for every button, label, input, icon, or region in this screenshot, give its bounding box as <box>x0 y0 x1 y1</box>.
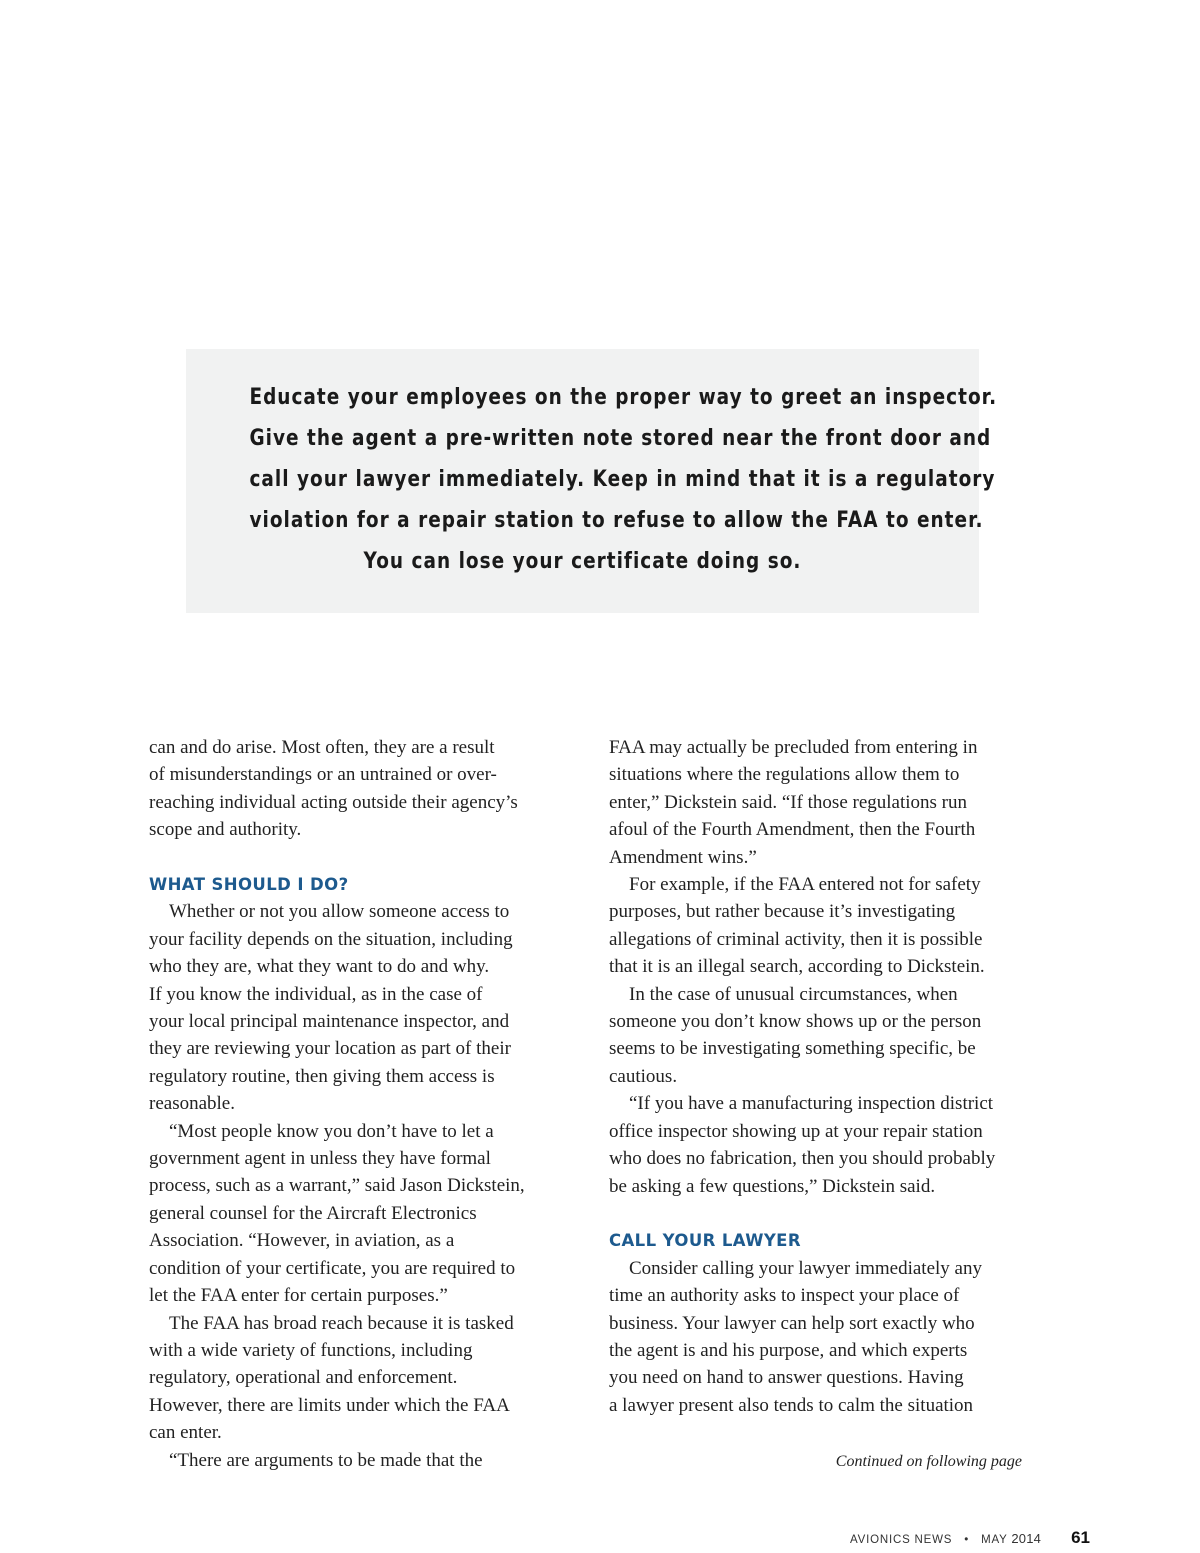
text-line: general counsel for the Aircraft Electronics <box>149 1202 477 1224</box>
text-line: The FAA has broad reach because it is tasked <box>169 1312 514 1334</box>
text-line: be asking a few questions,” Dickstein said. <box>609 1175 936 1197</box>
paragraph <box>609 871 1039 981</box>
text-line: scope and authority. <box>149 819 302 841</box>
text-line: your facility depends on the situation, including <box>149 928 513 950</box>
paragraph <box>609 981 1039 1091</box>
pull-quote-box <box>186 349 998 613</box>
pull-quote-text <box>249 377 998 582</box>
paragraph <box>149 734 579 844</box>
text-line: reaching individual acting outside their agency’s <box>149 791 518 813</box>
text-line: situations where the regulations allow them to <box>609 764 960 786</box>
text-line: reasonable. <box>149 1093 235 1115</box>
text-line: the agent is and his purpose, and which experts <box>609 1339 968 1361</box>
text-line: “If you have a manufacturing inspection district <box>629 1093 994 1115</box>
text-line: who does no fabrication, then you should probably <box>609 1148 996 1170</box>
section-heading-what-should-i-do: WHAT SHOULD I DO? <box>149 875 349 895</box>
text-line: FAA may actually be precluded from entering in <box>609 737 978 758</box>
text-line: seems to be investigating something specific, be <box>609 1038 976 1060</box>
text-line: you need on hand to answer questions. Having <box>609 1367 964 1389</box>
text-line: of misunderstandings or an untrained or over- <box>149 764 497 786</box>
pull-quote-line: violation for a repair station to refuse to allow the FAA to enter. <box>249 508 984 533</box>
issue-month: MAY <box>981 1534 1008 1546</box>
page-footer <box>850 1528 1090 1548</box>
text-line: regulatory routine, then giving them access is <box>149 1065 495 1087</box>
paragraph <box>609 1090 1039 1200</box>
text-line: time an authority asks to inspect your place of <box>609 1285 960 1307</box>
text-line: Amendment wins.” <box>609 846 757 868</box>
pull-quote-line: Educate your employees on the proper way to greet an inspector. <box>249 385 998 410</box>
paragraph <box>149 898 579 1117</box>
text-line: regulatory, operational and enforcement. <box>149 1367 458 1389</box>
text-line: allegations of criminal activity, then it is possible <box>609 928 983 950</box>
paragraph <box>149 1118 579 1310</box>
text-line: Whether or not you allow someone access to <box>169 901 510 923</box>
text-line: process, such as a warrant,” said Jason Dickstein, <box>149 1175 525 1197</box>
text-line: your local principal maintenance inspector, and <box>149 1011 510 1033</box>
paragraph <box>149 1310 579 1447</box>
paragraph <box>149 1447 579 1474</box>
article-column-right <box>609 734 1039 1419</box>
text-line: Consider calling your lawyer immediately any <box>629 1257 982 1279</box>
text-line: they are reviewing your location as part of their <box>149 1038 511 1060</box>
spacer <box>609 1200 1039 1227</box>
text-line: let the FAA enter for certain purposes.” <box>149 1285 448 1307</box>
text-line: can enter. <box>149 1422 222 1444</box>
text-line: enter,” Dickstein said. “If those regulations run <box>609 791 968 813</box>
text-line: “There are arguments to be made that the <box>169 1449 483 1471</box>
continued-note: Continued on following page <box>835 1453 1022 1470</box>
text-line: business. Your lawyer can help sort exactly who <box>609 1312 975 1334</box>
text-line: However, there are limits under which the FAA <box>149 1394 510 1416</box>
pull-quote-line: call your lawyer immediately. Keep in mind that it is a regulatory <box>249 467 996 492</box>
spacer <box>149 844 579 871</box>
text-line: condition of your certificate, you are required to <box>149 1257 516 1279</box>
text-line: “Most people know you don’t have to let a <box>169 1120 494 1142</box>
text-line: with a wide variety of functions, including <box>149 1339 473 1361</box>
issue-year: 2014 <box>1011 1531 1042 1546</box>
paragraph <box>609 1255 1039 1419</box>
text-line: In the case of unusual circumstances, when <box>629 983 958 1005</box>
text-line: who they are, what they want to do and why. <box>149 956 490 978</box>
footer-separator: • <box>964 1534 970 1546</box>
text-line: If you know the individual, as in the case of <box>149 983 483 1005</box>
pull-quote-line: Give the agent a pre-written note stored near the front door and <box>249 426 992 451</box>
text-line: cautious. <box>609 1065 678 1087</box>
article-column-left <box>149 734 579 1474</box>
text-line: a lawyer present also tends to calm the situation <box>609 1394 974 1416</box>
text-line: office inspector showing up at your repair station <box>609 1120 983 1142</box>
text-line: someone you don’t know shows up or the person <box>609 1011 982 1033</box>
text-line: Association. “However, in aviation, as a <box>149 1230 455 1252</box>
text-line: government agent in unless they have formal <box>149 1148 491 1170</box>
section-heading-call-your-lawyer: CALL YOUR LAWYER <box>609 1231 801 1251</box>
text-line: afoul of the Fourth Amendment, then the Fourth <box>609 819 976 841</box>
page-number: 61 <box>1071 1528 1090 1547</box>
text-line: that it is an illegal search, according to Dickstein. <box>609 956 985 978</box>
publication-name: AVIONICS NEWS <box>850 1534 953 1546</box>
text-line: For example, if the FAA entered not for safety <box>629 874 981 896</box>
text-line: can and do arise. Most often, they are a result <box>149 737 495 758</box>
paragraph <box>609 734 1039 871</box>
pull-quote-line: You can lose your certificate doing so. <box>363 549 802 574</box>
text-line: purposes, but rather because it’s investigating <box>609 901 956 923</box>
